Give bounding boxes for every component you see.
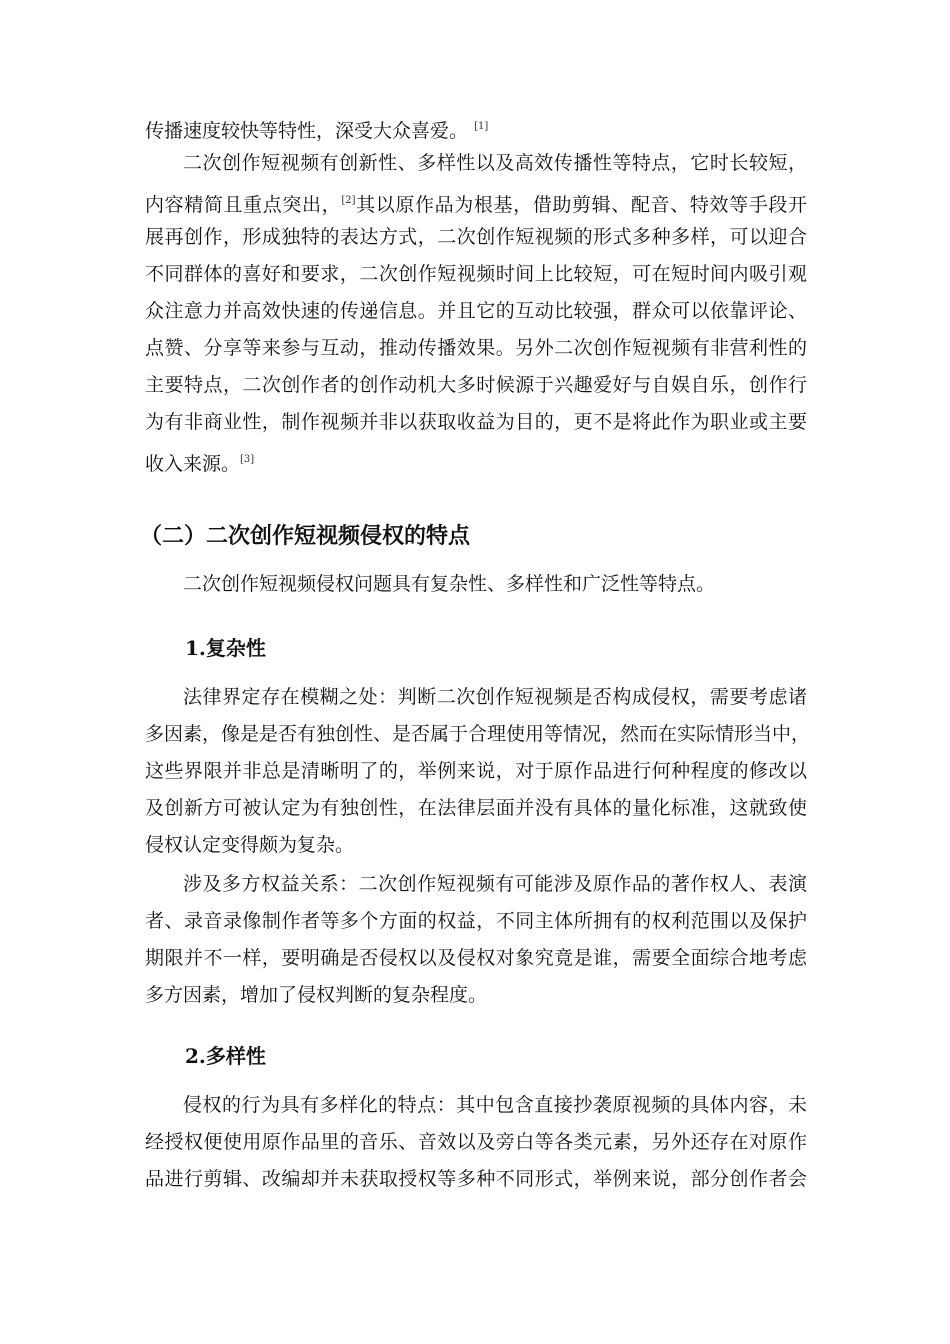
text-line: 多因素，像是是否有独创性、是否属于合理使用等情况，然而在实际情形当中，	[145, 723, 811, 745]
paragraph-multiple-rights	[145, 866, 807, 1014]
subheading-complexity: 1.复杂性	[185, 636, 266, 660]
text-line: 二次创作短视频侵权问题具有复杂性、多样性和广泛性等特点。	[183, 573, 716, 595]
text-line: 收入来源。[3]	[145, 453, 255, 475]
text-line: 涉及多方权益关系：二次创作短视频有可能涉及原作品的著作权人、表演	[183, 873, 807, 895]
citation-3[interactable]: [3]	[240, 454, 255, 465]
subheading-diversity: 2.多样性	[185, 1044, 266, 1068]
text-line: 众注意力并高效快速的传递信息。并且它的互动比较强，群众可以依靠评论、	[145, 300, 807, 322]
text-line: 多方因素，增加了侵权判断的复杂程度。	[145, 984, 488, 1006]
section-heading: （二）二次创作短视频侵权的特点	[140, 524, 471, 549]
text-line: 二次创作短视频有创新性、多样性以及高效传播性等特点，它时长较短，	[183, 152, 807, 174]
section-intro	[145, 566, 807, 603]
text-line: 点赞、分享等来参与互动，推动传播效果。另外二次创作短视频有非营利性的	[145, 337, 807, 359]
text-line: 法律界定存在模糊之处：判断二次创作短视频是否构成侵权，需要考虑诸	[183, 686, 807, 708]
text-line: 主要特点，二次创作者的创作动机大多时候源于兴趣爱好与自娱自乐，创作行	[145, 374, 807, 396]
text-line: 期限并不一样，要明确是否侵权以及侵权对象究竟是谁，需要全面综合地考虑	[145, 947, 807, 969]
text-line: 经授权便使用原作品里的音乐、音效以及旁白等各类元素，另外还存在对原作	[145, 1131, 807, 1153]
text-line: 展再创作，形成独特的表达方式，二次创作短视频的形式多种多样，可以迎合	[145, 226, 807, 248]
citation-1[interactable]: [1]	[474, 121, 489, 132]
paragraph-legal-ambiguity	[145, 679, 811, 864]
citation-2[interactable]: [2]	[341, 195, 356, 206]
text-line: 传播速度较快等特性，深受大众喜爱。 [1]	[145, 120, 489, 142]
text-line: 不同群体的喜好和要求，二次创作短视频时间上比较短，可在短时间内吸引观	[145, 263, 807, 285]
text-line: 及创新方可被认定为有独创性，在法律层面并没有具体的量化标准，这就致使	[145, 797, 807, 819]
text-line: 侵权的行为具有多样化的特点：其中包含直接抄袭原视频的具体内容，未	[183, 1094, 807, 1116]
paragraph-continued	[145, 108, 807, 145]
text-line: 这些界限并非总是清晰明了的，举例来说，对于原作品进行何种程度的修改以	[145, 760, 807, 782]
text-line: 内容精简且重点突出，[2]其以原作品为根基，借助剪辑、配音、特效等手段开	[145, 194, 807, 216]
paragraph-features	[145, 145, 807, 478]
text-line: 品进行剪辑、改编却并未获取授权等多种不同形式，举例来说，部分创作者会	[145, 1168, 807, 1190]
text-line: 为有非商业性，制作视频并非以获取收益为目的，更不是将此作为职业或主要	[145, 411, 807, 433]
paragraph-diverse-behaviors	[145, 1087, 807, 1198]
text-line: 者、录音录像制作者等多个方面的权益，不同主体所拥有的权利范围以及保护	[145, 910, 807, 932]
text-line: 侵权认定变得颇为复杂。	[145, 834, 355, 856]
